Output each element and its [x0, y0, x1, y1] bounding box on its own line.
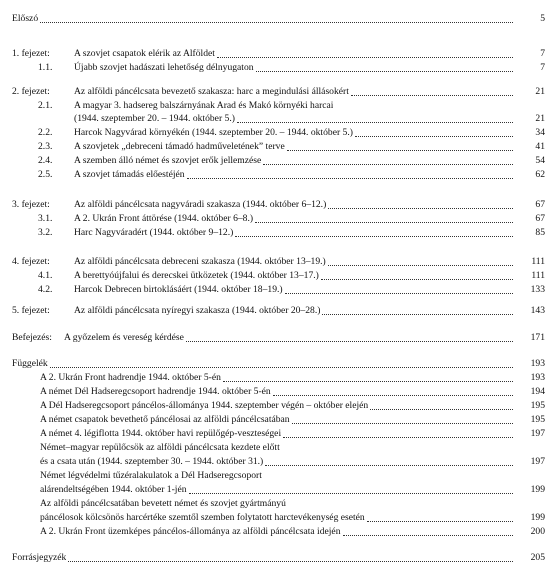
dot-leader — [322, 301, 513, 315]
toc-label: 4. fejezet: — [12, 256, 50, 267]
dot-leader — [255, 209, 513, 223]
dot-leader — [189, 480, 513, 494]
toc-row — [0, 61, 545, 74]
toc-page-number: 54 — [535, 155, 545, 166]
toc-label: Függelék — [12, 358, 48, 369]
toc-title: Az alföldi páncélcsata debreceni szakasza (1944. október 13–19.) — [74, 256, 326, 267]
toc-page-number: 133 — [530, 284, 545, 295]
toc-page-number: 195 — [530, 400, 545, 411]
dot-leader — [68, 548, 513, 562]
dot-leader — [287, 137, 513, 151]
toc-page-number: 111 — [531, 256, 545, 267]
toc-label: 2. fejezet: — [12, 86, 50, 97]
dot-leader — [328, 252, 513, 266]
toc-label: 3.2. — [38, 227, 53, 238]
toc-page-number: 67 — [535, 213, 545, 224]
toc-page-number: 7 — [540, 62, 545, 73]
toc-title: Harcok Debrecen birtoklásáért (1944. október 18–19.) — [74, 284, 283, 295]
dot-leader — [237, 109, 513, 123]
toc-page-number: 205 — [530, 552, 545, 563]
toc-row — [0, 483, 545, 496]
toc-title: Újabb szovjet hadászati lehetőség délnyugaton — [74, 62, 254, 73]
toc-row — [0, 525, 545, 538]
toc-title: A 2. Ukrán Front hadrendje 1944. október 5-én — [40, 372, 221, 383]
toc-label: Előszó — [12, 13, 39, 24]
toc-page-number: 7 — [540, 48, 545, 59]
toc-title: A 2. Ukrán Front áttörése (1944. október 6–8.) — [74, 213, 254, 224]
toc-label: Befejezés: — [12, 332, 52, 343]
toc-page-number: 197 — [530, 456, 545, 467]
dot-leader — [292, 410, 513, 424]
toc-page-number: 199 — [530, 512, 545, 523]
dot-leader — [217, 44, 513, 58]
toc-label: 2.5. — [38, 169, 53, 180]
dot-leader — [186, 328, 513, 342]
toc-row — [0, 304, 545, 317]
toc-label: 3. fejezet: — [12, 199, 50, 210]
toc-page-number: 193 — [530, 358, 545, 369]
toc-row — [0, 85, 545, 98]
toc-label: 2.2. — [38, 127, 53, 138]
toc-title: A szovjet támadás előestéjén — [74, 169, 185, 180]
toc-page-number: 200 — [530, 526, 545, 537]
toc-page-number: 195 — [530, 414, 545, 425]
toc-page-number: 194 — [530, 386, 545, 397]
toc-label: 2.4. — [38, 155, 53, 166]
dot-leader — [265, 452, 513, 466]
toc-title: A berettyóújfalui és derecskei ütközetek (1944. október 13–17.) — [74, 270, 319, 281]
toc-title: A Dél Hadseregcsoport páncélos-állománya 1944. szeptember végén – október elején — [40, 400, 369, 411]
toc-row — [0, 12, 545, 25]
toc-title: Harc Nagyváradért (1944. október 9–12.) — [74, 227, 234, 238]
toc-title: A német Dél Hadseregcsoport hadrendje 1944. október 5-én — [40, 386, 271, 397]
toc-page-number: 21 — [535, 113, 545, 124]
toc-row — [0, 455, 545, 468]
toc-row — [0, 551, 545, 564]
toc-page-number: 143 — [530, 305, 545, 316]
dot-leader — [263, 151, 513, 165]
dot-leader — [283, 424, 513, 438]
dot-leader — [223, 368, 513, 382]
toc-title: Az alföldi páncélcsata bevezető szakasza: harc a megindulási állásokért — [74, 86, 349, 97]
toc-title: A szemben álló német és szovjet erők jellemzése — [74, 155, 262, 166]
toc-title: (1944. szeptember 20. – 1944. október 5.) — [74, 113, 235, 124]
toc-page-number: 62 — [535, 169, 545, 180]
dot-leader — [285, 280, 513, 294]
toc-title: A győzelem és vereség kérdése — [64, 332, 184, 343]
toc-page-number: 199 — [530, 484, 545, 495]
toc-label: 3.1. — [38, 213, 53, 224]
toc-title: páncélosok kölcsönös harcértéke szemtől szemben folytatott harctevékenység esetén — [40, 512, 365, 523]
toc-label: 2.1. — [38, 100, 53, 111]
toc-row — [0, 427, 545, 440]
dot-leader — [367, 508, 513, 522]
toc-title: A 2. Ukrán Front üzemképes páncélos-állománya az alföldi páncélcsata idején — [40, 526, 341, 537]
toc-title: Harcok Nagyvárad környékén (1944. szeptember 20. – 1944. október 5.) — [74, 127, 353, 138]
toc-title: Az alföldi páncélcsata nagyváradi szakasza (1944. október 6–12.) — [74, 199, 327, 210]
toc-title: és a csata után (1944. szeptember 30. – 1944. október 31.) — [40, 456, 264, 467]
dot-leader — [321, 266, 513, 280]
toc-page-number: 5 — [540, 13, 545, 24]
toc-page-number: 197 — [530, 428, 545, 439]
toc-title: Német légvédelmi tűzéralakulatok a Dél Hadseregcsoport — [40, 470, 262, 481]
toc-page-number: 111 — [531, 270, 545, 281]
dot-leader — [343, 522, 513, 536]
toc-label: 1.1. — [38, 62, 53, 73]
toc-title: A német csapatok bevethető páncélosai az alföldi páncélcsatában — [40, 414, 290, 425]
toc-row — [0, 283, 545, 296]
toc-label: 1. fejezet: — [12, 48, 50, 59]
dot-leader — [351, 82, 513, 96]
dot-leader — [40, 9, 513, 23]
dot-leader — [328, 195, 513, 209]
toc-title: Az alföldi páncélcsata nyíregyi szakasza (1944. október 20–28.) — [74, 305, 321, 316]
toc-row — [0, 226, 545, 239]
toc-title: A szovjetek „debreceni támadó hadműveletének” terve — [74, 141, 285, 152]
toc-page-number: 171 — [530, 332, 545, 343]
toc-title: A német 4. légiflotta 1944. október havi repülőgép-veszteségei — [40, 428, 282, 439]
toc-page-number: 21 — [535, 86, 545, 97]
dot-leader — [235, 223, 513, 237]
toc-title: Német–magyar repülőcsök az alföldi páncélcsata kezdete előtt — [40, 442, 280, 453]
toc-title: alárendeltségében 1944. október 1-jén — [40, 484, 187, 495]
dot-leader — [187, 165, 513, 179]
toc-label: 4.1. — [38, 270, 53, 281]
toc-title: A szovjet csapatok elérik az Alföldet — [74, 48, 215, 59]
toc-label: Forrásjegyzék — [12, 552, 67, 563]
toc-title: A magyar 3. hadsereg balszárnyának Arad és Makó környéki harcai — [74, 100, 334, 111]
toc-page-number: 34 — [535, 127, 545, 138]
toc-page-number: 67 — [535, 199, 545, 210]
toc-label: 5. fejezet: — [12, 305, 50, 316]
toc-row — [0, 331, 545, 344]
dot-leader — [273, 382, 513, 396]
toc-page-number: 41 — [535, 141, 545, 152]
dot-leader — [370, 396, 513, 410]
toc-page-number: 85 — [535, 227, 545, 238]
toc-title: Az alföldi páncélcsatában bevetett német és szovjet gyártmányú — [40, 498, 286, 509]
dot-leader — [355, 123, 513, 137]
dot-leader — [50, 354, 513, 368]
toc-label: 4.2. — [38, 284, 53, 295]
dot-leader — [256, 58, 513, 72]
toc-row — [0, 168, 545, 181]
toc-page-number: 193 — [530, 372, 545, 383]
toc-label: 2.3. — [38, 141, 53, 152]
